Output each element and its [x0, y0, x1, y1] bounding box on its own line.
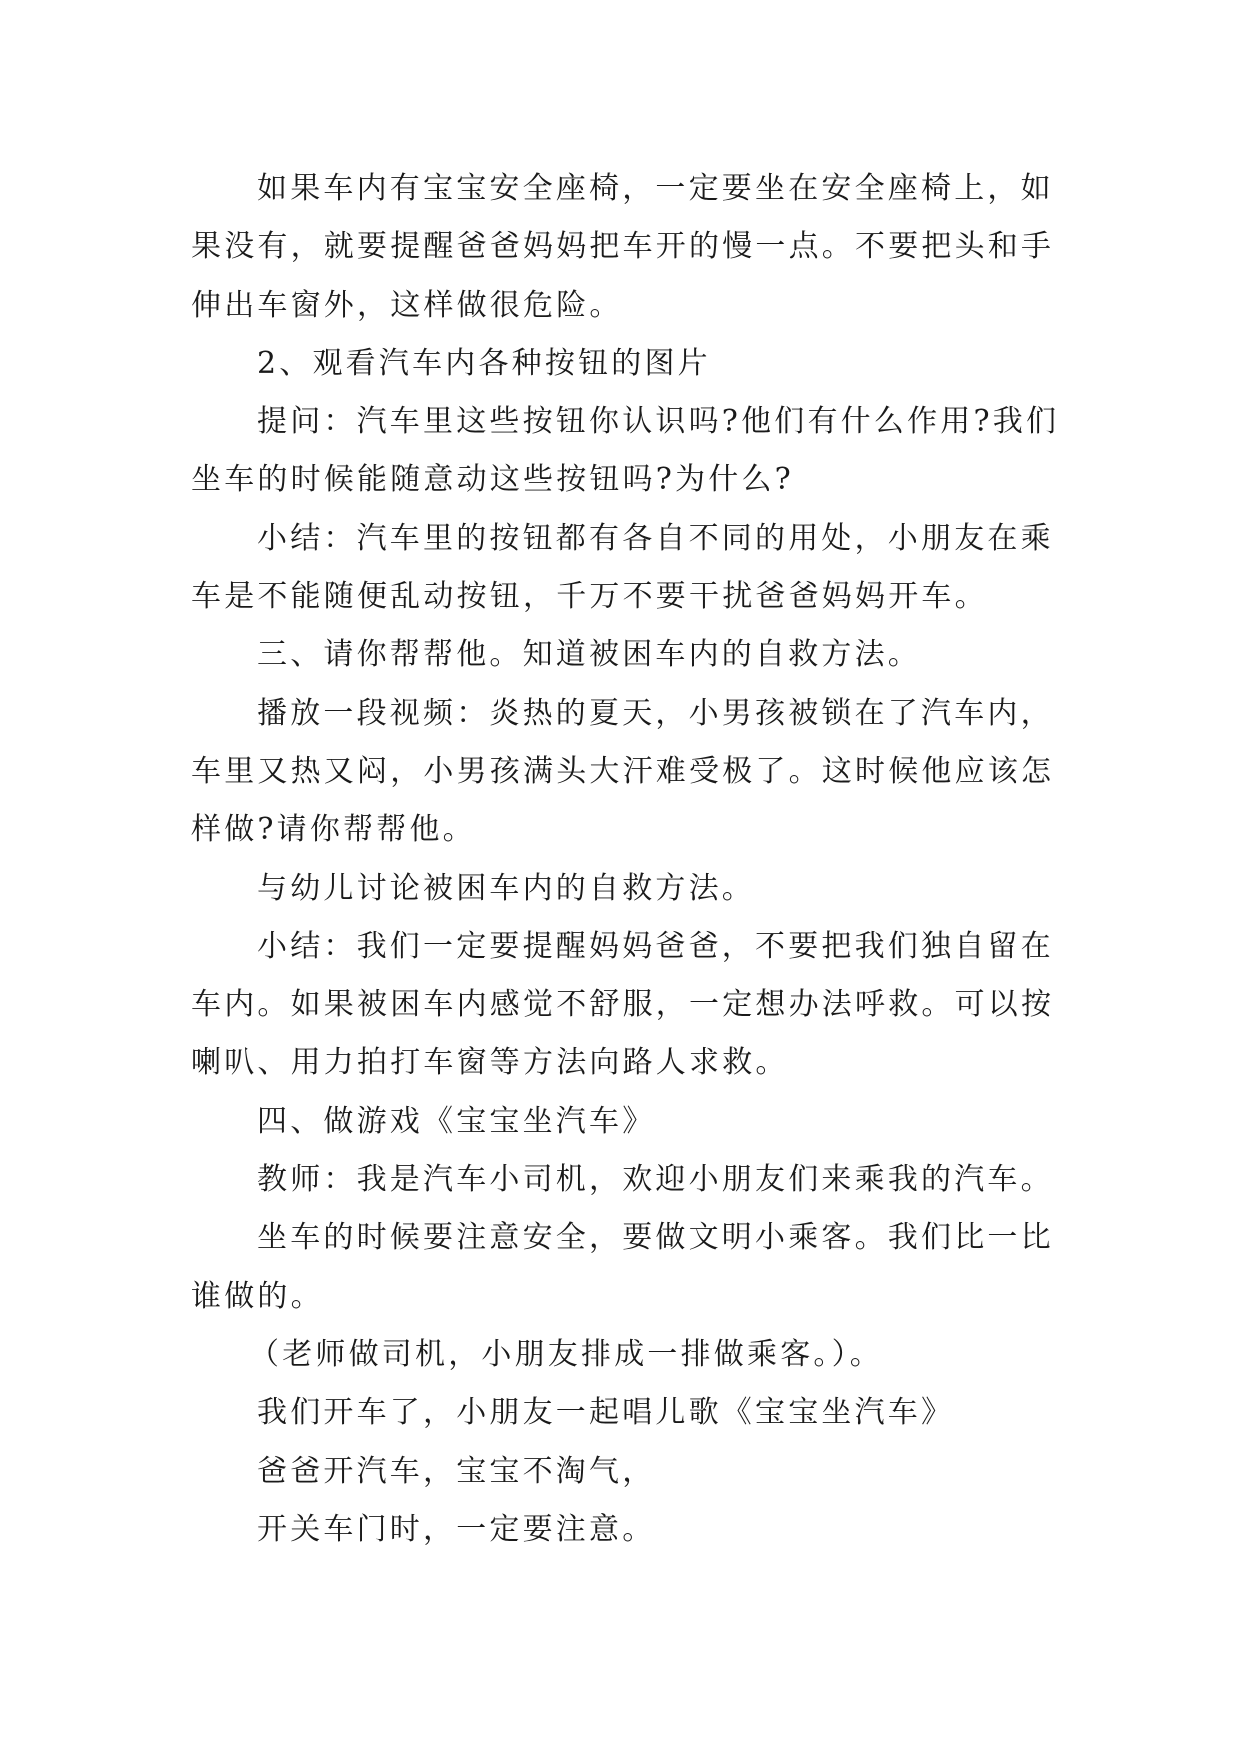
paragraph-safety-seat: 如果车内有宝宝安全座椅，一定要坐在安全座椅上，如果没有，就要提醒爸爸妈妈把车开的慢一点。不要把头和手伸出车窗外，这样做很危险。: [191, 171, 1055, 323]
paragraph-summary-buttons: 小结：汽车里的按钮都有各自不同的用处，小朋友在乘车是不能随便乱动按钮，千万不要干扰爸爸妈妈开车。: [191, 520, 1054, 615]
paragraph-summary-self-rescue: 小结：我们一定要提醒妈妈爸爸，不要把我们独自留在车内。如果被困车内感觉不舒服，一定想办法呼救。可以按喇叭、用力拍打车窗等方法向路人求救。: [191, 928, 1055, 1081]
document-body: [191, 160, 1071, 1559]
paragraph-teacher-intro: 教师：我是汽车小司机，欢迎小朋友们来乘我的汽车。: [257, 1162, 1054, 1198]
paragraph-sing-song: 我们开车了，小朋友一起唱儿歌《宝宝坐汽车》: [257, 1395, 955, 1431]
paragraph-section-2-heading: 2、观看汽车内各种按钮的图片: [257, 345, 711, 381]
paragraph-video: 播放一段视频：炎热的夏天，小男孩被锁在了汽车内，车里又热又闷，小男孩满头大汗难受极了。这时候他应该怎样做?请你帮帮他。: [191, 695, 1055, 848]
paragraph-section-4-heading: 四、做游戏《宝宝坐汽车》: [257, 1103, 656, 1139]
paragraph-discussion: 与幼儿讨论被困车内的自救方法。: [257, 870, 755, 906]
paragraph-game-setup: （老师做司机，小朋友排成一排做乘客。）。: [249, 1336, 883, 1372]
paragraph-question-buttons: 提问：汽车里这些按钮你认识吗?他们有什么作用?我们坐车的时候能随意动这些按钮吗?为什么?: [191, 404, 1060, 498]
paragraph-section-3-heading: 三、请你帮帮他。知道被困车内的自救方法。: [257, 637, 921, 673]
paragraph-song-line-1: 爸爸开汽车，宝宝不淘气，: [257, 1453, 656, 1489]
paragraph-song-line-2: 开关车门时，一定要注意。: [257, 1511, 656, 1547]
paragraph-safe-passenger: 坐车的时候要注意安全，要做文明小乘客。我们比一比谁做的。: [191, 1220, 1054, 1314]
